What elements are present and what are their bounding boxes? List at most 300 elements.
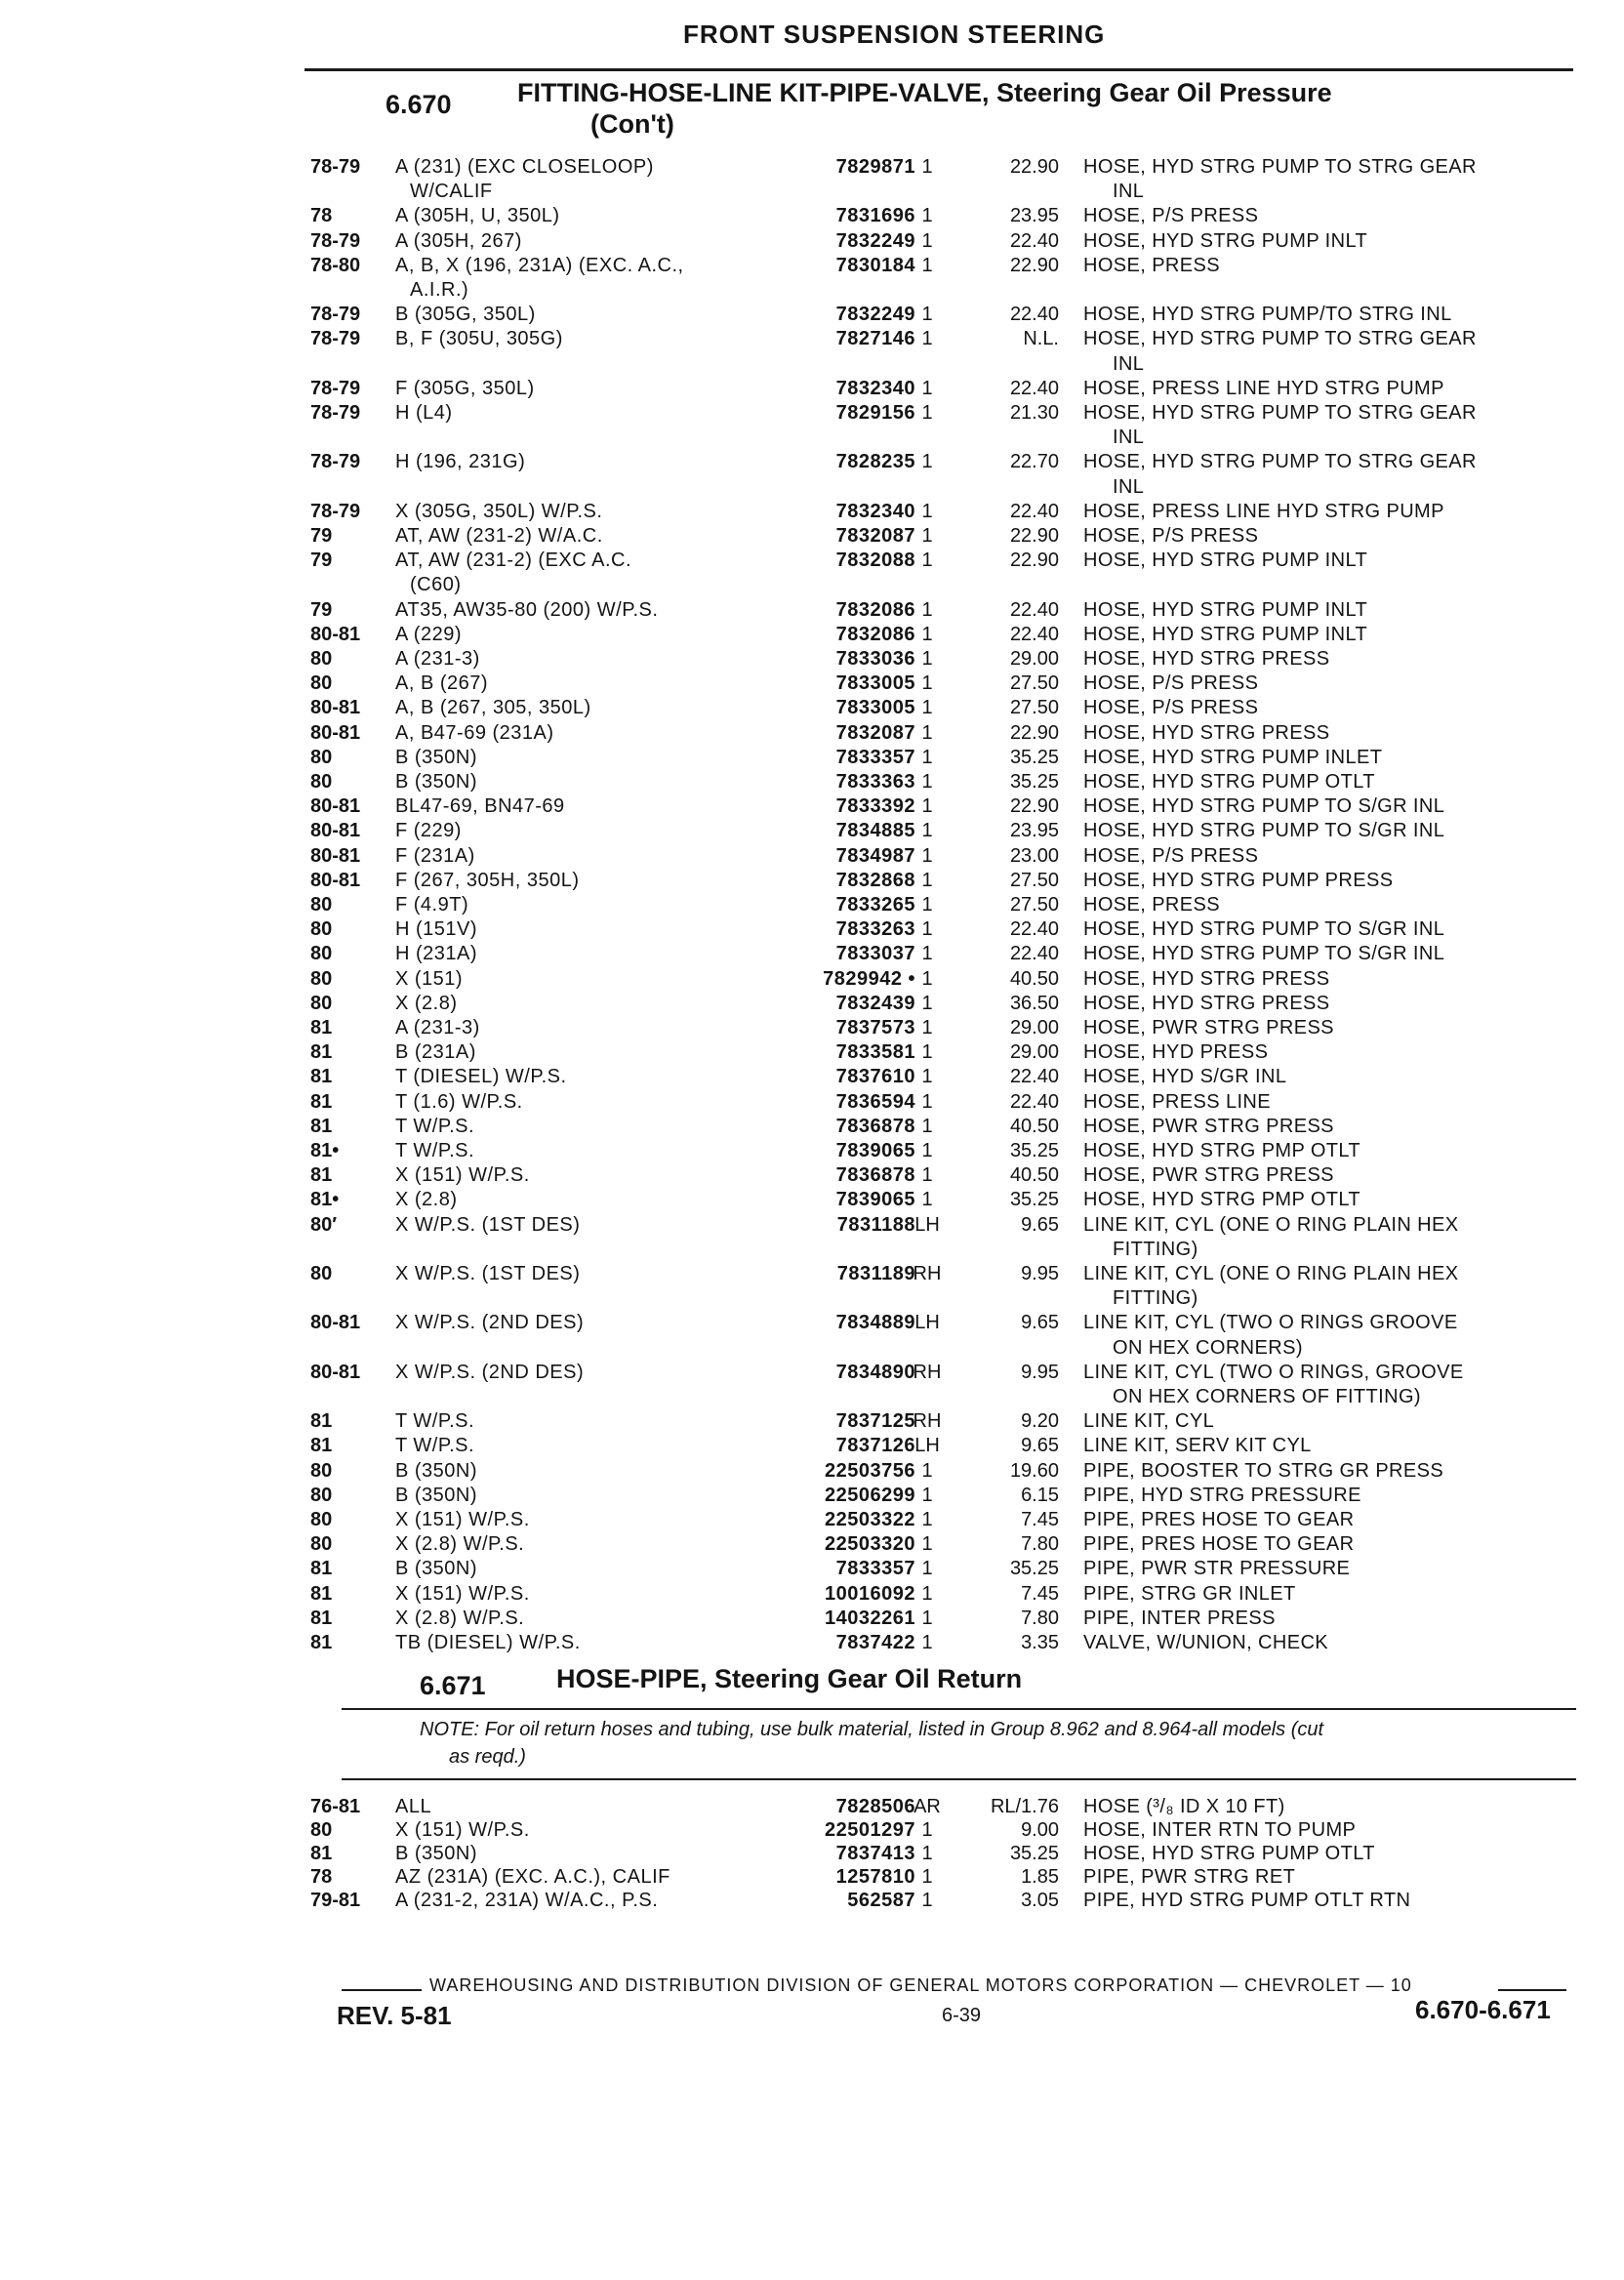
model-year: 81 xyxy=(310,1017,333,1038)
application: TB (DIESEL) W/P.S. xyxy=(395,1632,581,1653)
price: 22.40 xyxy=(1009,500,1059,522)
part-number: 7833037 xyxy=(835,943,915,965)
model-year: 81 xyxy=(310,1607,333,1629)
application: A (231-2, 231A) W/A.C., P.S. xyxy=(395,1890,659,1911)
description: HOSE, HYD STRG PUMP PRESS xyxy=(1083,869,1394,891)
application: X (151) W/P.S. xyxy=(395,1582,530,1605)
application: B (350N) xyxy=(395,1459,478,1482)
part-number: 7833363 xyxy=(835,771,915,793)
application: A, B (267) xyxy=(395,672,489,695)
model-year: 80 xyxy=(310,894,333,916)
application: A (305H, 267) xyxy=(395,229,522,252)
price: 23.95 xyxy=(1009,820,1059,842)
application: X (151) W/P.S. xyxy=(395,1509,530,1530)
price: 29.00 xyxy=(1009,1017,1059,1038)
application: A, B (267, 305, 350L) xyxy=(395,697,591,719)
quantity: 1 xyxy=(921,1632,933,1653)
price: 35.25 xyxy=(1009,1558,1059,1580)
description: HOSE, P/S PRESS xyxy=(1083,672,1259,695)
application: T W/P.S. xyxy=(395,1140,475,1161)
price: 9.65 xyxy=(1021,1435,1059,1457)
description: PIPE, INTER PRESS xyxy=(1083,1607,1276,1629)
part-number: 7837573 xyxy=(835,1017,915,1038)
description-cont: ON HEX CORNERS OF FITTING) xyxy=(1113,1385,1421,1407)
quantity: 1 xyxy=(921,894,933,916)
description-cont: INL xyxy=(1113,181,1145,203)
price: 22.90 xyxy=(1009,795,1059,818)
quantity: LH xyxy=(914,1213,940,1236)
part-number: 7832086 xyxy=(835,623,915,645)
description: PIPE, HYD STRG PRESSURE xyxy=(1083,1484,1361,1506)
price: 9.65 xyxy=(1021,1213,1059,1236)
application: F (267, 305H, 350L) xyxy=(395,869,580,891)
quantity: 1 xyxy=(921,1189,933,1211)
application: X W/P.S. (2ND DES) xyxy=(395,1312,585,1334)
quantity: 1 xyxy=(921,1509,933,1530)
quantity: 1 xyxy=(921,869,933,891)
model-year: 80 xyxy=(310,1459,333,1482)
description: HOSE, HYD STRG PMP OTLT xyxy=(1083,1189,1361,1211)
price: RL/1.76 xyxy=(990,1796,1059,1817)
description: HOSE, P/S PRESS xyxy=(1083,844,1259,867)
quantity: 1 xyxy=(921,1140,933,1161)
model-year: 78 xyxy=(310,205,333,227)
part-number: 7836878 xyxy=(835,1115,915,1137)
part-number: 22503756 xyxy=(825,1459,915,1482)
section-2-title: HOSE-PIPE, Steering Gear Oil Return xyxy=(556,1664,1023,1693)
footer-division: WAREHOUSING AND DISTRIBUTION DIVISION OF GENERAL MOTORS CORPORATION — CHEVROLET — 10 xyxy=(429,1975,1412,1995)
application: X W/P.S. (1ST DES) xyxy=(395,1263,581,1284)
description: HOSE, HYD STRG PUMP TO STRG GEAR xyxy=(1083,451,1477,473)
description: LINE KIT, CYL (ONE O RING PLAIN HEX xyxy=(1083,1213,1459,1236)
price: 22.40 xyxy=(1009,943,1059,965)
application: AZ (231A) (EXC. A.C.), CALIF xyxy=(395,1866,670,1888)
quantity: 1 xyxy=(921,1115,933,1137)
model-year: 81 xyxy=(310,1090,333,1113)
model-year: 81 xyxy=(310,1632,333,1653)
application: A, B47-69 (231A) xyxy=(395,721,554,744)
model-year: 80 xyxy=(310,992,333,1014)
application: B (305G, 350L) xyxy=(395,304,536,326)
model-year: 80-81 xyxy=(310,697,361,719)
description: HOSE, HYD STRG PUMP INLT xyxy=(1083,229,1368,252)
part-number: 14032261 xyxy=(825,1607,915,1629)
model-year: 80 xyxy=(310,1484,333,1506)
price: 40.50 xyxy=(1009,967,1059,990)
application: A (229) xyxy=(395,623,462,645)
quantity: RH xyxy=(913,1263,942,1284)
description: HOSE, HYD S/GR INL xyxy=(1083,1066,1287,1088)
price: 22.90 xyxy=(1009,254,1059,276)
quantity: 1 xyxy=(921,746,933,768)
description-cont: FITTING) xyxy=(1113,1238,1198,1260)
footer-rule-right xyxy=(1498,1989,1566,1991)
application: X (151) W/P.S. xyxy=(395,1164,530,1187)
part-number: 7833263 xyxy=(835,918,915,941)
description-cont: INL xyxy=(1113,475,1145,498)
model-year: 80-81 xyxy=(310,844,361,867)
price: N.L. xyxy=(1023,328,1059,350)
price: 3.05 xyxy=(1021,1890,1059,1911)
part-number: 7832249 xyxy=(835,229,915,252)
model-year: 80 xyxy=(310,1263,333,1284)
price: 40.50 xyxy=(1009,1164,1059,1187)
price: 27.50 xyxy=(1009,869,1059,891)
model-year: 81 xyxy=(310,1558,333,1580)
quantity: 1 xyxy=(921,205,933,227)
part-number: 7832340 xyxy=(835,500,915,522)
application: B (350N) xyxy=(395,1843,478,1864)
model-year: 80-81 xyxy=(310,820,361,842)
model-year: 79-81 xyxy=(310,1890,361,1911)
section-1-number: 6.670 xyxy=(386,90,452,119)
part-number: 7832868 xyxy=(835,869,915,891)
price: 29.00 xyxy=(1009,648,1059,670)
model-year: 79 xyxy=(310,525,333,547)
quantity: 1 xyxy=(921,943,933,965)
price: 40.50 xyxy=(1009,1115,1059,1137)
price: 22.40 xyxy=(1009,229,1059,252)
quantity: 1 xyxy=(921,254,933,276)
application-cont: A.I.R.) xyxy=(410,278,469,301)
application: F (231A) xyxy=(395,844,475,867)
quantity: 1 xyxy=(921,1484,933,1506)
part-number: 7834987 xyxy=(835,844,915,867)
part-number: 7831696 xyxy=(835,205,915,227)
application: B (231A) xyxy=(395,1041,476,1064)
quantity: 1 xyxy=(921,500,933,522)
description-cont: INL xyxy=(1113,352,1145,375)
price: 9.00 xyxy=(1021,1819,1059,1841)
quantity: 1 xyxy=(921,820,933,842)
price: 22.40 xyxy=(1009,1066,1059,1088)
description: HOSE, HYD PRESS xyxy=(1083,1041,1269,1064)
application: ALL xyxy=(395,1796,432,1817)
page-header: FRONT SUSPENSION STEERING xyxy=(683,20,1106,49)
quantity: 1 xyxy=(921,1041,933,1064)
model-year: 80-81 xyxy=(310,721,361,744)
price: 22.70 xyxy=(1009,451,1059,473)
part-number: 7837125 xyxy=(835,1410,915,1433)
price: 22.40 xyxy=(1009,623,1059,645)
part-number: 22503320 xyxy=(825,1533,915,1556)
price: 1.85 xyxy=(1021,1866,1059,1888)
part-number: 7839065 xyxy=(835,1189,915,1211)
application: T (DIESEL) W/P.S. xyxy=(395,1066,567,1088)
quantity: 1 xyxy=(921,1090,933,1113)
quantity: 1 xyxy=(921,623,933,645)
model-year: 81• xyxy=(310,1189,340,1211)
model-year: 81 xyxy=(310,1115,333,1137)
part-number: 7836878 xyxy=(835,1164,915,1187)
price: 35.25 xyxy=(1009,1843,1059,1864)
application: T W/P.S. xyxy=(395,1435,475,1457)
model-year: 80-81 xyxy=(310,1361,361,1383)
model-year: 80 xyxy=(310,648,333,670)
part-number: 7833036 xyxy=(835,648,915,670)
description: HOSE (³/₈ ID X 10 FT) xyxy=(1083,1796,1285,1817)
quantity: 1 xyxy=(921,795,933,818)
price: 6.15 xyxy=(1021,1484,1059,1506)
model-year: 80 xyxy=(310,1509,333,1530)
quantity: 1 xyxy=(921,525,933,547)
model-year: 80-81 xyxy=(310,869,361,891)
part-number: 7833392 xyxy=(835,795,915,818)
model-year: 78-80 xyxy=(310,254,361,276)
application: F (4.9T) xyxy=(395,894,469,916)
price: 21.30 xyxy=(1009,402,1059,424)
quantity: 1 xyxy=(921,1890,933,1911)
application: X (151) xyxy=(395,967,464,990)
model-year: 80-81 xyxy=(310,623,361,645)
model-year: 80 xyxy=(310,967,333,990)
quantity: 1 xyxy=(921,697,933,719)
part-number: 7833005 xyxy=(835,672,915,695)
section-2-number: 6.671 xyxy=(420,1671,486,1700)
description: HOSE, INTER RTN TO PUMP xyxy=(1083,1819,1357,1841)
description: PIPE, PWR STR PRESSURE xyxy=(1083,1558,1351,1580)
description: HOSE, PWR STRG PRESS xyxy=(1083,1164,1334,1187)
description: HOSE, HYD STRG PUMP INLT xyxy=(1083,550,1368,572)
part-number: 7832249 xyxy=(835,304,915,326)
application: H (196, 231G) xyxy=(395,451,526,473)
price: 9.95 xyxy=(1021,1361,1059,1383)
quantity: 1 xyxy=(921,1533,933,1556)
application: H (L4) xyxy=(395,402,453,424)
price: 35.25 xyxy=(1009,1189,1059,1211)
price: 35.25 xyxy=(1009,771,1059,793)
price: 35.25 xyxy=(1009,1140,1059,1161)
price: 7.45 xyxy=(1021,1509,1059,1530)
quantity: 1 xyxy=(921,1459,933,1482)
price: 22.40 xyxy=(1009,918,1059,941)
part-number: 7833005 xyxy=(835,697,915,719)
quantity: 1 xyxy=(921,229,933,252)
part-number: 7833581 xyxy=(835,1041,915,1064)
model-year: 80 xyxy=(310,1533,333,1556)
description: PIPE, PRES HOSE TO GEAR xyxy=(1083,1533,1355,1556)
quantity: 1 xyxy=(921,156,933,178)
part-number: 562587 xyxy=(847,1890,915,1911)
quantity: 1 xyxy=(921,1164,933,1187)
part-number: 7833265 xyxy=(835,894,915,916)
part-number: 7834889 xyxy=(835,1312,915,1334)
quantity: 1 xyxy=(921,1843,933,1864)
quantity: AR xyxy=(914,1796,941,1817)
footer-page-number: 6-39 xyxy=(942,2005,982,2026)
part-number: 7829871 xyxy=(835,156,915,178)
part-number: 7832088 xyxy=(835,550,915,572)
description: HOSE, P/S PRESS xyxy=(1083,697,1259,719)
model-year: 78-79 xyxy=(310,500,361,522)
application: B (350N) xyxy=(395,771,478,793)
application: F (229) xyxy=(395,820,462,842)
part-number: 10016092 xyxy=(825,1582,915,1605)
model-year: 81 xyxy=(310,1435,333,1457)
application: H (231A) xyxy=(395,943,478,965)
quantity: 1 xyxy=(921,1066,933,1088)
part-number: 22506299 xyxy=(825,1484,915,1506)
application: B (350N) xyxy=(395,1558,478,1580)
application: X (2.8) xyxy=(395,992,458,1014)
part-number: 7839065 xyxy=(835,1140,915,1161)
description: PIPE, PWR STRG RET xyxy=(1083,1866,1296,1888)
quantity: 1 xyxy=(921,377,933,399)
model-year: 78 xyxy=(310,1866,333,1888)
part-number: 7834885 xyxy=(835,820,915,842)
application: T (1.6) W/P.S. xyxy=(395,1090,523,1113)
description: PIPE, PRES HOSE TO GEAR xyxy=(1083,1509,1355,1530)
part-number: 7832439 xyxy=(835,992,915,1014)
description: HOSE, HYD STRG PUMP TO S/GR INL xyxy=(1083,795,1445,818)
model-year: 78-79 xyxy=(310,156,361,178)
price: 22.90 xyxy=(1009,550,1059,572)
application: X (151) W/P.S. xyxy=(395,1819,530,1841)
model-year: 80 xyxy=(310,1819,333,1841)
part-number: 7834890 xyxy=(835,1361,915,1383)
quantity: 1 xyxy=(921,967,933,990)
description: HOSE, P/S PRESS xyxy=(1083,205,1259,227)
description: LINE KIT, CYL (ONE O RING PLAIN HEX xyxy=(1083,1263,1459,1284)
description: PIPE, STRG GR INLET xyxy=(1083,1582,1296,1605)
description: HOSE, HYD STRG PUMP TO STRG GEAR xyxy=(1083,156,1477,178)
quantity: 1 xyxy=(921,721,933,744)
header-rule xyxy=(304,68,1573,71)
application: A (305H, U, 350L) xyxy=(395,205,560,227)
application: T W/P.S. xyxy=(395,1410,475,1433)
model-year: 80 xyxy=(310,943,333,965)
application: T W/P.S. xyxy=(395,1115,475,1137)
application: X (305G, 350L) W/P.S. xyxy=(395,500,603,522)
application: X W/P.S. (1ST DES) xyxy=(395,1213,581,1236)
price: 22.90 xyxy=(1009,156,1059,178)
part-number: 7827146 xyxy=(835,328,915,350)
model-year: 80 xyxy=(310,672,333,695)
quantity: 1 xyxy=(921,1819,933,1841)
quantity: LH xyxy=(914,1435,940,1457)
section-1-title: FITTING-HOSE-LINE KIT-PIPE-VALVE, Steering Gear Oil Pressure xyxy=(517,78,1332,107)
footer-section-code: 6.670-6.671 xyxy=(1415,1995,1551,2024)
footer-rule-left xyxy=(342,1989,422,1991)
description: HOSE, HYD STRG PRESS xyxy=(1083,721,1330,744)
footer-revision: REV. 5-81 xyxy=(337,2001,452,2030)
price: 9.20 xyxy=(1021,1410,1059,1433)
application: B (350N) xyxy=(395,746,478,768)
description: HOSE, HYD STRG PUMP INLET xyxy=(1083,746,1383,768)
price: 35.25 xyxy=(1009,746,1059,768)
model-year: 81 xyxy=(310,1164,333,1187)
application: B (350N) xyxy=(395,1484,478,1506)
part-number: 22503322 xyxy=(825,1509,915,1530)
model-year: 81 xyxy=(310,1582,333,1605)
description: VALVE, W/UNION, CHECK xyxy=(1083,1632,1329,1653)
price: 7.45 xyxy=(1021,1582,1059,1605)
model-year: 81 xyxy=(310,1066,333,1088)
quantity: 1 xyxy=(921,992,933,1014)
description: PIPE, BOOSTER TO STRG GR PRESS xyxy=(1083,1459,1444,1482)
quantity: 1 xyxy=(921,550,933,572)
application: A (231-3) xyxy=(395,1017,480,1038)
price: 22.90 xyxy=(1009,525,1059,547)
price: 22.90 xyxy=(1009,721,1059,744)
application: H (151V) xyxy=(395,918,478,941)
part-number: 7829942 • xyxy=(823,967,915,990)
quantity: 1 xyxy=(921,1017,933,1038)
description: HOSE, HYD STRG PUMP INLT xyxy=(1083,623,1368,645)
description: HOSE, HYD STRG PRESS xyxy=(1083,648,1330,670)
description-cont: INL xyxy=(1113,427,1145,449)
price: 27.50 xyxy=(1009,697,1059,719)
description: HOSE, PRESS LINE HYD STRG PUMP xyxy=(1083,377,1444,399)
part-number: 1257810 xyxy=(835,1866,915,1888)
part-number: 7828235 xyxy=(835,451,915,473)
part-number: 7831189 xyxy=(836,1263,915,1284)
description: HOSE, HYD STRG PRESS xyxy=(1083,967,1330,990)
description: HOSE, PRESS xyxy=(1083,254,1220,276)
part-number: 7836594 xyxy=(835,1090,915,1113)
part-number: 7832340 xyxy=(835,377,915,399)
price: 22.40 xyxy=(1009,377,1059,399)
description: HOSE, PRESS LINE HYD STRG PUMP xyxy=(1083,500,1444,522)
application: X (2.8) xyxy=(395,1189,458,1211)
part-number: 7833357 xyxy=(835,1558,915,1580)
price: 22.40 xyxy=(1009,304,1059,326)
description: HOSE, HYD STRG PUMP OTLT xyxy=(1083,1843,1375,1864)
part-number: 7833357 xyxy=(835,746,915,768)
quantity: 1 xyxy=(921,304,933,326)
part-number: 7837422 xyxy=(835,1632,915,1653)
part-number: 7830184 xyxy=(835,254,915,276)
model-year: 76-81 xyxy=(310,1796,361,1817)
description: HOSE, HYD STRG PUMP TO S/GR INL xyxy=(1083,820,1445,842)
model-year: 78-79 xyxy=(310,229,361,252)
application-cont: (C60) xyxy=(410,574,462,596)
description: HOSE, HYD STRG PUMP TO S/GR INL xyxy=(1083,943,1445,965)
application: AT, AW (231-2) W/A.C. xyxy=(395,525,603,547)
model-year: 80′ xyxy=(310,1213,338,1236)
application: A (231-3) xyxy=(395,648,480,670)
price: 22.40 xyxy=(1009,598,1059,621)
quantity: RH xyxy=(913,1410,942,1433)
price: 23.95 xyxy=(1009,205,1059,227)
section-2-rule-bottom xyxy=(342,1778,1576,1780)
description: LINE KIT, CYL xyxy=(1083,1410,1215,1433)
quantity: LH xyxy=(914,1312,940,1334)
application: F (305G, 350L) xyxy=(395,377,535,399)
description: HOSE, PRESS LINE xyxy=(1083,1090,1272,1113)
application: X (2.8) W/P.S. xyxy=(395,1607,525,1629)
price: 7.80 xyxy=(1021,1607,1059,1629)
description: HOSE, HYD STRG PUMP TO STRG GEAR xyxy=(1083,402,1477,424)
quantity: 1 xyxy=(921,1558,933,1580)
price: 22.40 xyxy=(1009,1090,1059,1113)
quantity: 1 xyxy=(921,1866,933,1888)
description: HOSE, P/S PRESS xyxy=(1083,525,1259,547)
price: 3.35 xyxy=(1021,1632,1059,1653)
quantity: 1 xyxy=(921,672,933,695)
model-year: 78-79 xyxy=(310,402,361,424)
part-number: 7832087 xyxy=(835,721,915,744)
application: A, B, X (196, 231A) (EXC. A.C., xyxy=(395,254,684,276)
model-year: 80 xyxy=(310,771,333,793)
model-year: 79 xyxy=(310,598,333,621)
description: LINE KIT, SERV KIT CYL xyxy=(1083,1435,1312,1457)
price: 27.50 xyxy=(1009,894,1059,916)
quantity: 1 xyxy=(921,844,933,867)
description: PIPE, HYD STRG PUMP OTLT RTN xyxy=(1083,1890,1411,1911)
description: HOSE, PRESS xyxy=(1083,894,1220,916)
quantity: 1 xyxy=(921,1582,933,1605)
